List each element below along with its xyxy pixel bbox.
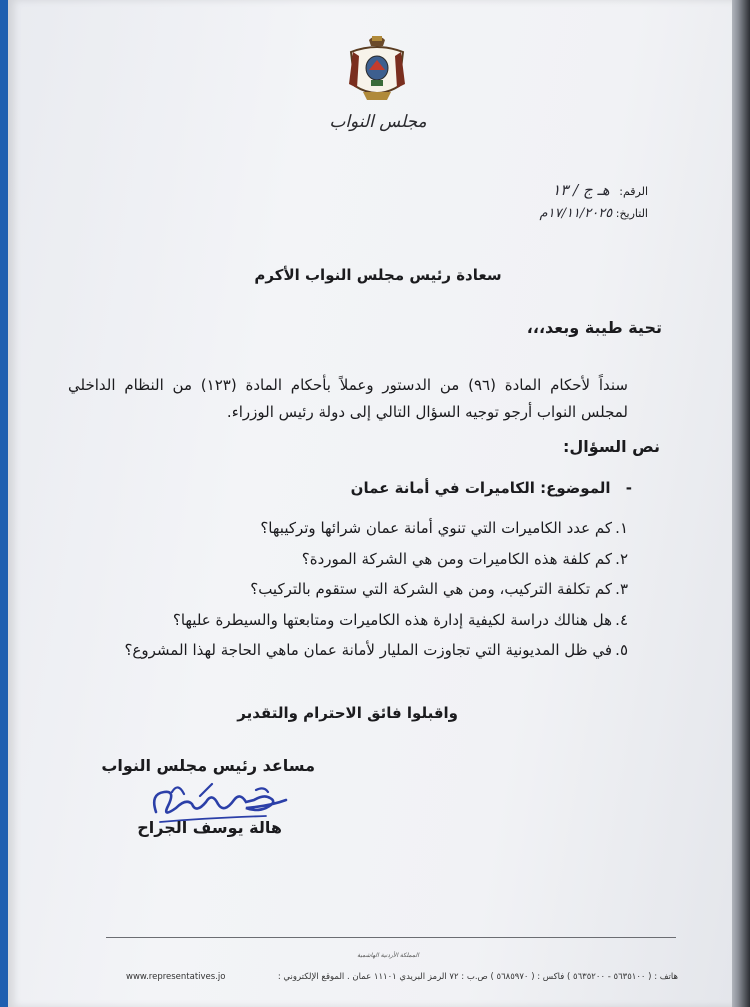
subject-bullet-dash: - (625, 479, 632, 497)
closing-line: واقبلوا فائق الاحترام والتقدير (237, 704, 458, 722)
footer-website[interactable]: www.representatives.jo (126, 972, 226, 982)
question-number: ٥. (615, 641, 628, 659)
question-number: ٢. (615, 549, 628, 568)
question-text: كم عدد الكاميرات التي تنوي أمانة عمان شرائها وتركيبها؟ (260, 519, 612, 537)
footer-org-logo (348, 952, 428, 964)
council-name-calligraphy: مجلس النواب (329, 112, 427, 132)
reference-number (552, 181, 648, 199)
jordan-coat-of-arms-icon (345, 30, 409, 104)
reference-number-label: الرقم: (619, 185, 648, 198)
reference-date-value: ١٧/١١/٢٠٢٥م (539, 206, 613, 221)
footer-org-logo-text: المملكة الأردنية الهاشمية (357, 952, 419, 959)
question-heading: نص السؤال: (563, 437, 660, 456)
reference-date (540, 206, 648, 221)
question-text: في ظل المديونية التي تجاوزت المليار لأمانة عمان ماهي الحاجة لهذا المشروع؟ (124, 641, 612, 659)
greeting: تحية طيبة وبعد،،، (526, 318, 662, 337)
reference-date-label: التاريخ: (615, 207, 648, 220)
intro-paragraph: سنداً لأحكام المادة (٩٦) من الدستور وعملاً بأحكام المادة (١٢٣) من النظام الداخلي لمجلس النواب أرجو توجيه السؤال التالي إلى دولة رئيس الوزراء. (68, 376, 628, 421)
signatory-title: مساعد رئيس مجلس النواب (101, 756, 315, 775)
question-number: ٣. (615, 580, 628, 598)
subject-text: الموضوع: الكاميرات في أمانة عمان (350, 479, 611, 497)
reference-number-value: هـ ج / ١٣ (552, 181, 610, 199)
list-item (68, 635, 628, 666)
question-text: كم تكلفة التركيب، ومن هي الشركة التي ستقوم بالتركيب؟ (250, 580, 612, 598)
footer-divider (106, 937, 676, 938)
subject-line (351, 479, 632, 497)
question-number: ١. (615, 519, 628, 537)
list-item (68, 513, 628, 544)
signatory-name: هالة يوسف الجراح (137, 818, 282, 837)
footer-contact-info: هاتف : ( ٥٦٣٥١٠٠ - ٥٦٣٥٢٠٠ ) فاكس : ( ٥٦٨٥٩٧٠ ) ص.ب : ٧٢ الرمز البريدي ١١١٠١ عمان . الموقع الإلكتروني : (277, 972, 678, 982)
recipient-line: سعادة رئيس مجلس النواب الأكرم (254, 266, 502, 284)
question-text: هل هنالك دراسة لكيفية إدارة هذه الكاميرات ومتابعتها والسيطرة عليها؟ (172, 610, 612, 629)
list-item (68, 574, 628, 605)
question-text: كم كلفة هذه الكاميرات ومن هي الشركة الموردة؟ (301, 549, 612, 568)
question-number: ٤. (615, 610, 628, 629)
question-list (68, 513, 628, 666)
letter-page (8, 0, 732, 1007)
list-item (68, 605, 628, 636)
list-item (68, 544, 628, 575)
